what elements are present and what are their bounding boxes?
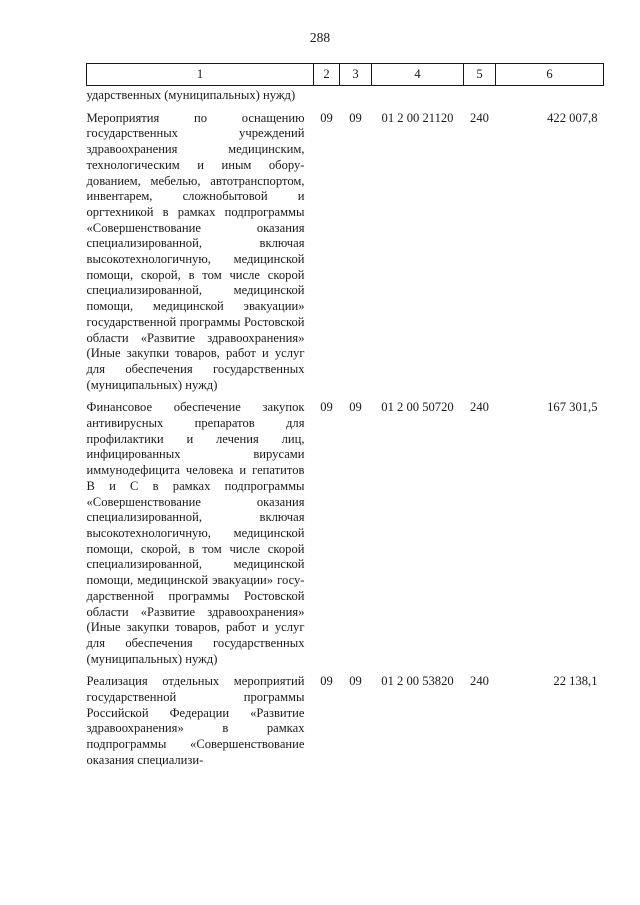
row-subsection: 09 bbox=[349, 674, 362, 689]
row-expense-type bbox=[464, 86, 496, 104]
row-name: ударственных (муниципальных) нужд) bbox=[86, 88, 296, 102]
row-name: Реализация отдельных мероприятий государственной программы Российской Федерации «Развитие здравоохранения» в рамках подпрограммы «Совершенствование оказания специализи- bbox=[86, 674, 305, 767]
row-section: 09 bbox=[320, 674, 333, 689]
page-number: 288 bbox=[309, 30, 331, 45]
column-header-5: 5 bbox=[464, 64, 496, 86]
row-target-article: 01 2 00 21120 bbox=[381, 110, 454, 125]
table-row bbox=[87, 400, 604, 667]
row-target-article bbox=[372, 86, 464, 104]
row-section: 09 bbox=[320, 400, 333, 415]
row-spacer bbox=[87, 667, 604, 674]
row-subsection: 09 bbox=[349, 400, 362, 415]
row-expense-type: 240 bbox=[470, 400, 489, 415]
table-row bbox=[87, 111, 604, 394]
header-row bbox=[87, 64, 604, 86]
row-amount: 422 007,8 bbox=[547, 110, 598, 125]
table-header bbox=[87, 64, 604, 86]
table-row bbox=[87, 674, 604, 768]
row-section bbox=[314, 86, 340, 104]
column-header-4: 4 bbox=[372, 64, 464, 86]
row-target-article: 01 2 00 50720 bbox=[381, 400, 454, 415]
row-section: 09 bbox=[320, 110, 333, 125]
row-name: Финансовое обеспечение закупок антивирусных препаратов для профилактики и лечения лиц, инфицированных вирусами иммунодефицита человека и гепатитов B и C в рамках подпрограммы «Совершенствование оказания специализированной, включая высокотехнологичную, медицинской помощи, скорой, в том числе скорой специализированной, медицинской помощи, медицинской эвакуации» государственной программы Ростовской области «Развитие здравоохранения» (Иные закупки товаров, работ и услуг для обеспечения государственных (муниципальных) нужд) bbox=[86, 400, 305, 666]
row-amount: 22 138,1 bbox=[553, 674, 598, 689]
row-spacer bbox=[87, 104, 604, 111]
column-header-3: 3 bbox=[340, 64, 372, 86]
row-name: Мероприятия по оснащению государственных учреждений здравоохранения медицинским, технологическим и иным оборудованием, мебелью, автотранспортом, инвентарем, сложнобытовой и оргтехникой в рамках подпрограммы «Совершенствование оказания специализированной, включая высокотехнологичную, медицинской помощи, скорой, в том числе скорой специализированной, медицинской помощи, медицинской эвакуации» государственной программы Ростовской области «Развитие здравоохранения» (Иные закупки товаров, работ и услуг для обеспечения государственных (муниципальных) нужд) bbox=[86, 110, 305, 392]
row-expense-type: 240 bbox=[470, 110, 489, 125]
table-row bbox=[87, 86, 604, 104]
row-spacer bbox=[87, 393, 604, 400]
column-header-2: 2 bbox=[314, 64, 340, 86]
column-header-1: 1 bbox=[87, 64, 314, 86]
row-subsection: 09 bbox=[349, 110, 362, 125]
table-body bbox=[87, 86, 604, 769]
row-target-article: 01 2 00 53820 bbox=[381, 674, 454, 689]
row-subsection bbox=[340, 86, 372, 104]
row-expense-type: 240 bbox=[470, 674, 489, 689]
column-header-6: 6 bbox=[496, 64, 604, 86]
budget-table bbox=[86, 63, 604, 769]
row-amount: 167 301,5 bbox=[547, 400, 598, 415]
row-amount bbox=[496, 86, 604, 104]
